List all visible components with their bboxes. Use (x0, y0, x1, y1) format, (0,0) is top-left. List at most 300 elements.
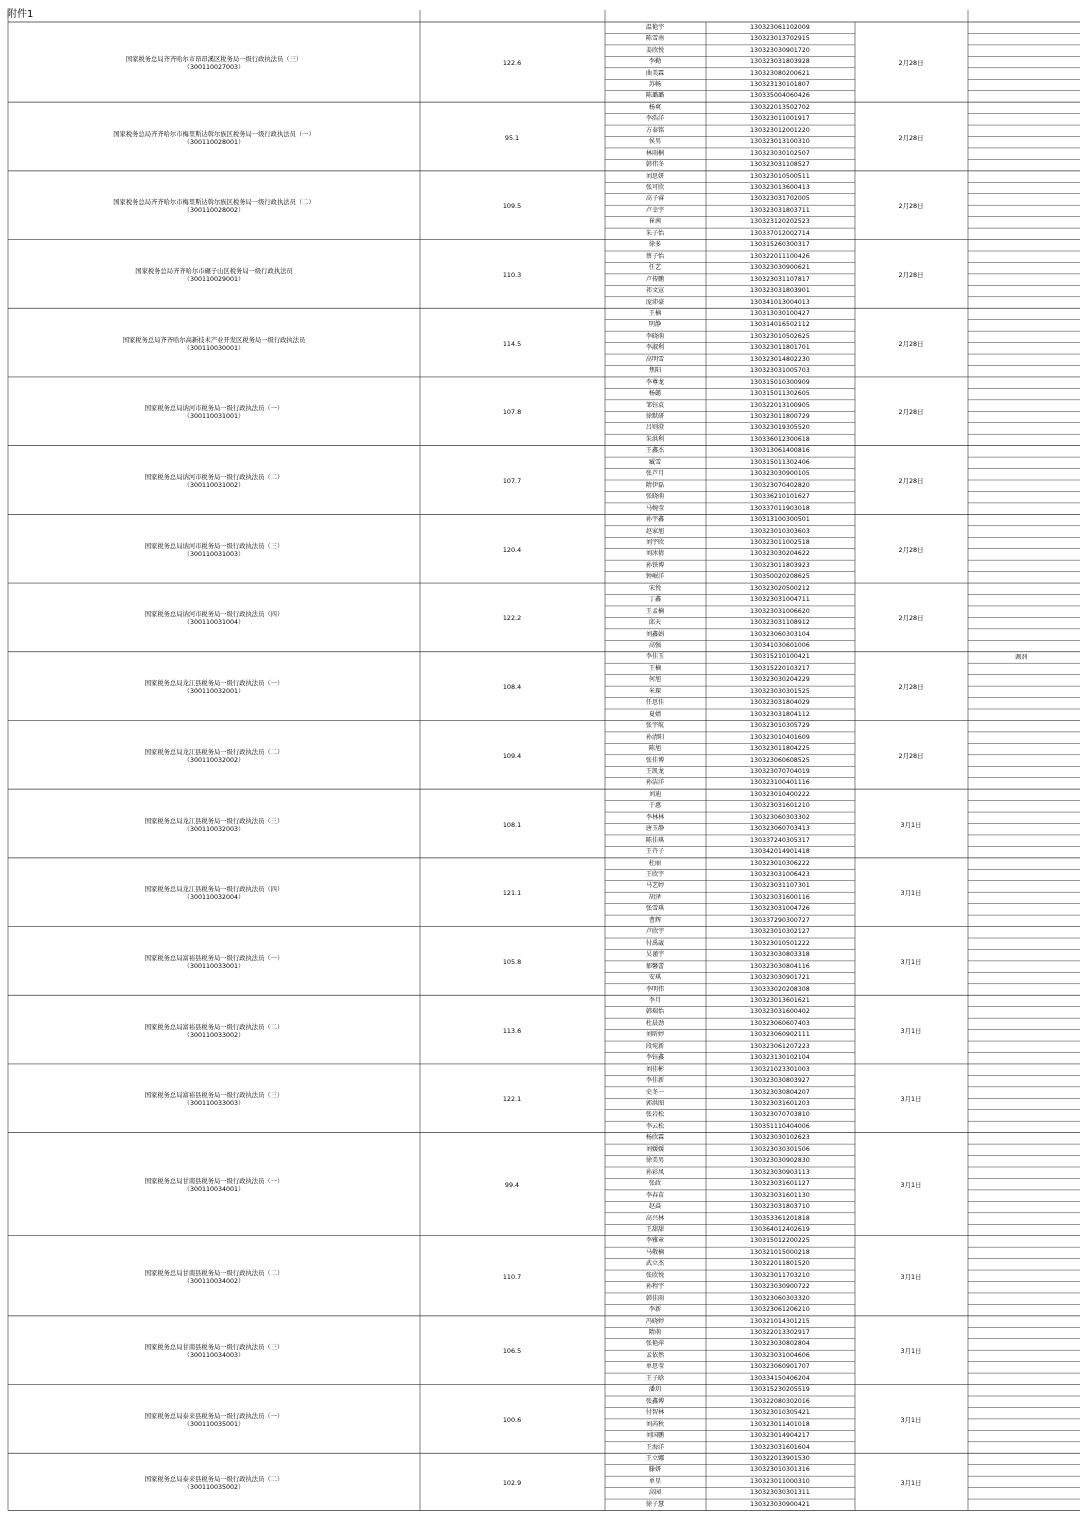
candidate-id: 130323020500212 (750, 584, 810, 592)
position-code: （300110032003） (183, 825, 245, 833)
required-score: 110.7 (502, 1272, 522, 1281)
candidate-name: 王楠 (648, 309, 662, 317)
candidate-name: 隋伊磊 (645, 481, 665, 489)
candidate-id: 130323031004606 (750, 1351, 810, 1359)
candidate-name: 夏婧 (648, 710, 662, 718)
candidate-id: 130323030102507 (750, 149, 810, 157)
candidate-name: 付智林 (645, 1409, 665, 1417)
required-score: 114.5 (502, 339, 522, 348)
interview-date: 3月1日 (900, 1272, 922, 1281)
candidate-id: 130337012002714 (750, 229, 810, 237)
candidate-id: 130323030900421 (750, 1500, 810, 1508)
candidate-id: 130315012200225 (750, 1237, 810, 1245)
position-code: （300110031003） (183, 550, 245, 558)
candidate-id: 130353361201818 (750, 1214, 810, 1222)
candidate-name: 王凯龙 (645, 767, 665, 775)
position-title: 国家税务总局讷河市税务局一级行政执法员（一） (144, 405, 284, 413)
candidate-name: 高兴林 (645, 1214, 665, 1222)
candidate-id: 130323030802804 (750, 1340, 810, 1348)
candidate-name: 王楠 (648, 664, 662, 672)
candidate-id: 130323120202523 (750, 218, 810, 226)
candidate-name: 明静 (648, 321, 662, 329)
interview-date: 2月28日 (898, 408, 924, 417)
candidate-id: 130323031600402 (750, 1008, 810, 1016)
candidate-name: 王欣宇 (645, 871, 665, 879)
candidate-name: 卢幸宇 (645, 206, 665, 214)
position-title: 国家税务总局富裕县税务局一级行政执法员（二） (144, 1023, 284, 1031)
interview-date: 3月1日 (900, 1415, 922, 1424)
interview-date: 3月1日 (900, 1026, 922, 1035)
candidate-name: 韩伟冬 (645, 161, 665, 169)
position-code: （300110035002） (183, 1483, 245, 1491)
candidate-name: 张宇航 (645, 722, 665, 730)
position-code: （300110030001） (183, 344, 245, 352)
candidate-id: 130323061207223 (750, 1042, 810, 1050)
candidate-name: 张欣悦 (645, 1271, 665, 1279)
position-title: 国家税务总局龙江县税务局一级行政执法员（四） (144, 886, 284, 894)
candidate-id: 130321014301215 (750, 1317, 810, 1325)
interview-date: 3月1日 (900, 1095, 922, 1104)
candidate-id: 130323011801701 (750, 344, 810, 352)
position-code: （300110031001） (183, 413, 245, 421)
candidate-id: 130323010501222 (750, 939, 810, 947)
candidate-name: 史冬一 (645, 1088, 665, 1096)
required-score: 122.6 (502, 59, 522, 68)
interview-date: 2月28日 (898, 202, 924, 211)
candidate-id: 130323070402820 (750, 481, 810, 489)
candidate-id: 130323031803710 (750, 1203, 810, 1211)
candidate-id: 130323031601604 (750, 1443, 810, 1451)
candidate-id: 130323013100310 (750, 138, 810, 146)
candidate-name: 刘国鹏 (645, 1432, 665, 1440)
candidate-name: 付禹崴 (645, 939, 665, 947)
candidate-name: 刘昕婷 (645, 1031, 665, 1039)
candidate-name: 李钰鑫 (645, 1054, 665, 1062)
candidate-id: 130323013702915 (750, 35, 810, 43)
candidate-id: 130313061400816 (750, 447, 810, 455)
candidate-id: 130323130102104 (750, 1054, 810, 1062)
position-title: 国家税务总局龙江县税务局一级行政执法员（一） (144, 680, 284, 688)
candidate-id: 130341030601006 (750, 642, 810, 650)
required-score: 109.4 (502, 751, 522, 760)
candidate-name: 李勤 (648, 58, 662, 66)
candidate-id: 130364012402619 (750, 1225, 810, 1233)
candidate-id: 130313030100427 (750, 309, 810, 317)
candidate-name: 刘媛媛 (645, 1145, 665, 1153)
candidate-name: 崔茜 (648, 218, 662, 226)
candidate-name: 朱子怡 (645, 229, 665, 237)
candidate-name: 卢欣宇 (645, 928, 665, 936)
interview-date: 2月28日 (898, 751, 924, 760)
candidate-name: 刘思妍 (645, 172, 665, 180)
position-code: （300110032001） (183, 688, 245, 696)
candidate-id: 130321023301003 (750, 1065, 810, 1073)
candidate-id: 130336210101627 (750, 493, 810, 501)
candidate-id: 130315260300317 (750, 241, 810, 249)
position-title: 国家税务总局齐齐哈尔市梅里斯达斡尔族区税务局一级行政执法员（二） (113, 199, 315, 207)
candidate-id: 130323031601210 (750, 802, 810, 810)
position-code: （300110031004） (183, 619, 245, 627)
candidate-name: 武立杰 (645, 1260, 665, 1268)
candidate-name: 刘冰倩 (645, 550, 665, 558)
candidate-id: 130323030301506 (750, 1145, 810, 1153)
candidate-id: 130323130101807 (750, 80, 810, 88)
position-title: 国家税务总局龙江县税务局一级行政执法员（三） (144, 817, 284, 825)
candidate-id: 130323030301311 (750, 1489, 810, 1497)
candidate-id: 130323031601130 (750, 1191, 810, 1199)
candidate-id: 130333020208308 (750, 985, 810, 993)
candidate-id: 130323011800729 (750, 413, 810, 421)
required-score: 106.5 (502, 1347, 522, 1356)
candidate-id: 130323011001917 (750, 115, 810, 123)
candidate-name: 钟岷洋 (645, 573, 665, 581)
candidate-id: 130323031006423 (750, 871, 810, 879)
candidate-id: 130315220103217 (750, 664, 810, 672)
candidate-name: 韩瑞怡 (645, 1008, 665, 1016)
candidate-name: 朱洪利 (645, 435, 665, 443)
candidate-id: 130323014802230 (750, 355, 810, 363)
candidate-id: 130322013302917 (750, 1329, 810, 1337)
position-title: 国家税务总局讷河市税务局一级行政执法员（三） (144, 542, 284, 550)
candidate-name: 邹钰袁 (645, 401, 665, 409)
candidate-name: 陈璐璐 (645, 92, 665, 100)
candidate-id: 130323031601203 (750, 1100, 810, 1108)
candidate-name: 米琛 (648, 687, 662, 695)
candidate-name: 孙洁洋 (645, 779, 665, 787)
candidate-name: 赵家旭 (645, 527, 665, 535)
candidate-id: 130323010401609 (750, 733, 810, 741)
candidate-name: 王卉子 (645, 848, 665, 856)
candidate-id: 130323060902111 (750, 1031, 810, 1039)
interview-date: 3月1日 (900, 1347, 922, 1356)
candidate-id: 130323100401116 (750, 779, 810, 787)
candidate-name: 徐美男 (645, 1157, 665, 1165)
required-score: 120.4 (502, 545, 522, 554)
position-title: 国家税务总局富裕县税务局一级行政执法员（一） (144, 954, 284, 962)
candidate-name: 焦阳 (648, 367, 662, 375)
interview-date: 2月28日 (898, 545, 924, 554)
attachment-label: 附件1 (7, 9, 34, 20)
candidate-name: 孟依然 (645, 1351, 665, 1359)
candidate-name: 李淑利 (645, 344, 665, 352)
candidate-id: 130337290300727 (750, 916, 810, 924)
candidate-id: 130323060608525 (750, 756, 810, 764)
candidate-name: 杨欣霖 (645, 1134, 665, 1142)
candidate-name: 李明伟 (645, 985, 665, 993)
candidate-id: 130323030301525 (750, 687, 810, 695)
candidate-id: 130323010400222 (750, 790, 810, 798)
position-code: （300110034001） (183, 1186, 245, 1194)
candidate-name: 任艺 (648, 264, 662, 272)
candidate-id: 130315010300909 (750, 378, 810, 386)
candidate-id: 130322080302016 (750, 1397, 810, 1405)
candidate-id: 130323010500511 (750, 172, 810, 180)
candidate-name: 徐默研 (645, 413, 665, 421)
position-title: 国家税务总局讷河市税务局一级行政执法员（二） (144, 474, 284, 481)
required-score: 105.8 (502, 957, 522, 966)
position-code: （300110027003） (183, 64, 245, 72)
candidate-id: 130323010303603 (750, 527, 810, 535)
candidate-id: 130323031803928 (750, 58, 810, 66)
candidate-name: 李新 (648, 1306, 662, 1314)
candidate-id: 130335004060426 (750, 92, 810, 100)
candidate-id: 130323030900621 (750, 264, 810, 272)
candidate-name: 杨爽 (648, 103, 662, 111)
candidate-name: 李月 (648, 996, 662, 1004)
interview-date: 2月28日 (898, 270, 924, 279)
position-title: 国家税务总局甘南县税务局一级行政执法员（二） (144, 1269, 284, 1277)
candidate-name: 王孟楠 (645, 607, 665, 615)
candidate-id: 130323060703413 (750, 825, 810, 833)
candidate-id: 130322011801520 (750, 1260, 810, 1268)
candidate-name: 祁文宣 (645, 287, 665, 295)
candidate-name: 李雅章 (645, 1237, 665, 1245)
candidate-name: 安琪 (648, 974, 662, 982)
candidate-name: 曲美霖 (645, 69, 665, 77)
candidate-name: 陈雪南 (645, 35, 665, 43)
candidate-id: 130323030204622 (750, 550, 810, 558)
candidate-name: 马敬楠 (645, 1248, 665, 1256)
position-code: （300110034002） (183, 1277, 245, 1285)
candidate-id: 130351110404006 (750, 1122, 810, 1130)
required-score: 122.1 (502, 1095, 522, 1104)
candidate-name: 陈旭 (648, 745, 662, 753)
required-score: 99.4 (504, 1181, 520, 1190)
position-title: 国家税务总局齐齐哈尔市梅里斯达斡尔族区税务局一级行政执法员（一） (113, 130, 315, 138)
candidate-id: 130322013100905 (750, 401, 810, 409)
interview-date: 2月28日 (898, 59, 924, 68)
candidate-name: 唐玉静 (645, 825, 665, 833)
candidate-name: 徐多 (648, 241, 662, 249)
candidate-name: 侯男 (648, 138, 662, 146)
candidate-id: 130323010301316 (750, 1466, 810, 1474)
candidate-id: 130323011804225 (750, 745, 810, 753)
candidate-id: 130323010502625 (750, 332, 810, 340)
candidate-id: 130323030804207 (750, 1088, 810, 1096)
candidate-name: 滕妍 (648, 1466, 662, 1474)
candidate-id: 130322013901530 (750, 1454, 810, 1462)
candidate-id: 130323030900105 (750, 470, 810, 478)
position-code: （300110034003） (183, 1352, 245, 1360)
candidate-id: 130323031107301 (750, 882, 810, 890)
candidate-name: 蔡子怡 (645, 252, 665, 260)
candidate-name: 庞沛豪 (645, 298, 665, 306)
position-title: 国家税务总局齐齐哈尔市碾子山区税务局一级行政执法员 (135, 267, 293, 275)
candidate-name: 王甜甜 (645, 1225, 665, 1233)
position-title: 国家税务总局齐齐哈尔高新技术产业开发区税务局一级行政执法员 (122, 336, 306, 344)
candidate-name: 张雪琪 (645, 905, 665, 913)
candidate-id: 130323030900722 (750, 1283, 810, 1291)
candidate-name: 刘佳彬 (645, 1065, 665, 1073)
interview-date: 2月28日 (898, 339, 924, 348)
candidate-id: 130323011002518 (750, 538, 810, 546)
candidate-name: 臧雪 (648, 458, 662, 466)
required-score: 122.2 (502, 614, 522, 623)
candidate-id: 130336012300618 (750, 435, 810, 443)
candidate-id: 130323031005703 (750, 367, 810, 375)
candidate-name: 郁馨蕾 (645, 962, 665, 970)
candidate-id: 130323031108912 (750, 619, 810, 627)
candidate-id: 130323013600413 (750, 184, 810, 192)
candidate-id: 130315230205519 (750, 1386, 810, 1394)
candidate-name: 丁鑫 (648, 596, 662, 604)
position-title: 国家税务总局齐齐哈尔市昂昂溪区税务局一级行政执法员（三） (125, 56, 303, 64)
candidate-name: 宋悦 (648, 584, 662, 592)
candidate-id: 130314016502112 (750, 321, 810, 329)
candidate-name: 高明雪 (645, 355, 665, 363)
candidate-name: 王子晗 (645, 1374, 665, 1382)
candidate-id: 130323031600116 (750, 893, 810, 901)
candidate-name: 胡泽 (648, 893, 662, 901)
candidate-name: 孙清阳 (645, 733, 665, 741)
candidate-name: 单星 (648, 1477, 662, 1485)
position-title: 国家税务总局富裕县税务局一级行政执法员（三） (144, 1092, 284, 1100)
candidate-name: 马艺婷 (645, 882, 665, 890)
position-code: （300110032004） (183, 894, 245, 902)
candidate-id: 130334150406204 (750, 1374, 810, 1382)
candidate-id: 130323060303104 (750, 630, 810, 638)
candidate-id: 130323010305421 (750, 1409, 810, 1417)
candidate-id: 130323031803901 (750, 287, 810, 295)
candidate-id: 130323060901707 (750, 1363, 810, 1371)
required-score: 107.7 (502, 477, 522, 485)
required-score: 108.1 (502, 820, 522, 829)
candidate-name: 张政 (648, 1180, 662, 1188)
candidate-name: 林雨桐 (645, 149, 665, 157)
candidate-name: 潘玥 (648, 1386, 662, 1394)
candidate-id: 130323031107817 (750, 275, 810, 283)
candidate-name: 温艳宇 (645, 23, 665, 31)
candidate-name: 张可欣 (645, 184, 665, 192)
candidate-id: 130315011302406 (750, 458, 810, 466)
required-score: 102.9 (502, 1478, 522, 1487)
position-title: 国家税务总局龙江县税务局一级行政执法员（二） (144, 748, 284, 756)
candidate-id: 130323010305729 (750, 722, 810, 730)
candidate-name: 刘鑫娟 (645, 630, 665, 638)
candidate-name: 卢传鹏 (645, 275, 665, 283)
candidate-name: 韩佳雨 (645, 1294, 665, 1302)
candidate-id: 130323031702005 (750, 195, 810, 203)
candidate-name: 李林林 (645, 813, 665, 821)
candidate-name: 吴谨宇 (645, 951, 665, 959)
interview-date: 2月28日 (898, 133, 924, 142)
candidate-id: 130341013004013 (750, 298, 810, 306)
candidate-name: 方泰铭 (645, 126, 665, 134)
candidate-id: 130323030902830 (750, 1157, 810, 1165)
candidate-id: 130323010306222 (750, 859, 810, 867)
candidate-id: 130323031004711 (750, 596, 810, 604)
candidate-name: 张晓萌 (645, 493, 665, 501)
candidate-name: 孙铁博 (645, 561, 665, 569)
candidate-id: 130342014901418 (750, 848, 810, 856)
candidate-name: 李尊龙 (645, 378, 665, 386)
required-score: 95.1 (504, 133, 520, 142)
candidate-name: 吕则澄 (645, 424, 665, 432)
candidate-name: 张岩松 (645, 1111, 665, 1119)
candidate-name: 何旭 (648, 676, 662, 684)
candidate-id: 130323031601127 (750, 1180, 810, 1188)
candidate-id: 130323011000310 (750, 1477, 810, 1485)
candidate-id: 130323031004726 (750, 905, 810, 913)
candidate-name: 杨懿 (648, 390, 662, 398)
candidate-id: 130323030204229 (750, 676, 810, 684)
candidate-id: 130323061206210 (750, 1306, 810, 1314)
candidate-name: 刘迪 (648, 790, 662, 798)
position-code: （300110028002） (183, 207, 245, 215)
candidate-id: 130323080200621 (750, 69, 810, 77)
candidate-id: 130322013502702 (750, 103, 810, 111)
candidate-name: 孙彩凤 (645, 1168, 665, 1176)
candidate-name: 李浩洋 (645, 115, 665, 123)
candidate-id: 130323010302127 (750, 928, 810, 936)
required-score: 109.5 (502, 202, 522, 211)
candidate-id: 130337240305317 (750, 836, 810, 844)
candidate-name: 王鑫杰 (645, 447, 665, 455)
candidate-name: 高子睿 (645, 195, 665, 203)
candidate-name: 杜晨劲 (645, 1019, 665, 1027)
candidate-id: 130315210100421 (750, 653, 810, 661)
candidate-name: 冯晓婷 (645, 1317, 665, 1325)
candidate-id: 130323031803711 (750, 206, 810, 214)
candidate-name: 段宛新 (645, 1042, 665, 1050)
candidate-id: 130323030102623 (750, 1134, 810, 1142)
interview-date: 3月1日 (900, 889, 922, 898)
candidate-name: 徐子慧 (645, 1500, 665, 1508)
position-title: 国家税务总局讷河市税务局一级行政执法员（四） (144, 611, 284, 619)
candidate-name: 马婉莹 (645, 504, 665, 512)
candidate-name: 张佳博 (645, 756, 665, 764)
candidate-id: 130323030901721 (750, 974, 810, 982)
interview-date: 2月28日 (898, 477, 924, 485)
candidate-id: 130323031006620 (750, 607, 810, 615)
position-code: （300110035001） (183, 1420, 245, 1428)
candidate-name: 李佳新 (645, 1077, 665, 1085)
candidate-name: 刘芮秋 (645, 1420, 665, 1428)
candidate-id: 130323060607403 (750, 1019, 810, 1027)
interview-date: 3月1日 (900, 1181, 922, 1190)
candidate-id: 130323030803927 (750, 1077, 810, 1085)
interview-date: 3月1日 (900, 820, 922, 829)
candidate-id: 130322011100426 (750, 252, 810, 260)
candidate-id: 130323019305520 (750, 424, 810, 432)
candidate-name: 苏畅 (648, 80, 662, 88)
candidate-id: 130323031804112 (750, 710, 810, 718)
candidate-id: 130323031804029 (750, 699, 810, 707)
candidate-id: 130323030803318 (750, 951, 810, 959)
interview-date: 2月28日 (898, 614, 924, 623)
candidate-id: 130323070703810 (750, 1111, 810, 1119)
candidate-name: 赵焱 (648, 1203, 662, 1211)
position-title: 国家税务总局甘南县税务局一级行政执法员（三） (144, 1344, 284, 1352)
candidate-id: 130323011703210 (750, 1271, 810, 1279)
required-score: 108.4 (502, 683, 522, 692)
interview-date: 2月28日 (898, 683, 924, 692)
candidate-name: 任思佳 (645, 699, 665, 707)
candidate-id: 130323060303320 (750, 1294, 810, 1302)
candidate-id: 130350020208625 (750, 573, 810, 581)
candidate-name: 隋萌 (648, 1329, 662, 1337)
candidate-name: 孙宇鑫 (645, 516, 665, 524)
position-code: （300110033003） (183, 1100, 245, 1108)
required-score: 107.8 (502, 408, 522, 417)
position-code: （300110031002） (183, 482, 245, 489)
required-score: 110.3 (502, 270, 522, 279)
required-score: 113.6 (502, 1026, 522, 1035)
candidate-name: 李晓萌 (645, 332, 665, 340)
candidate-name: 于惠 (648, 802, 662, 810)
candidate-id: 130313100300501 (750, 516, 810, 524)
candidate-name: 陈佳琪 (645, 836, 665, 844)
